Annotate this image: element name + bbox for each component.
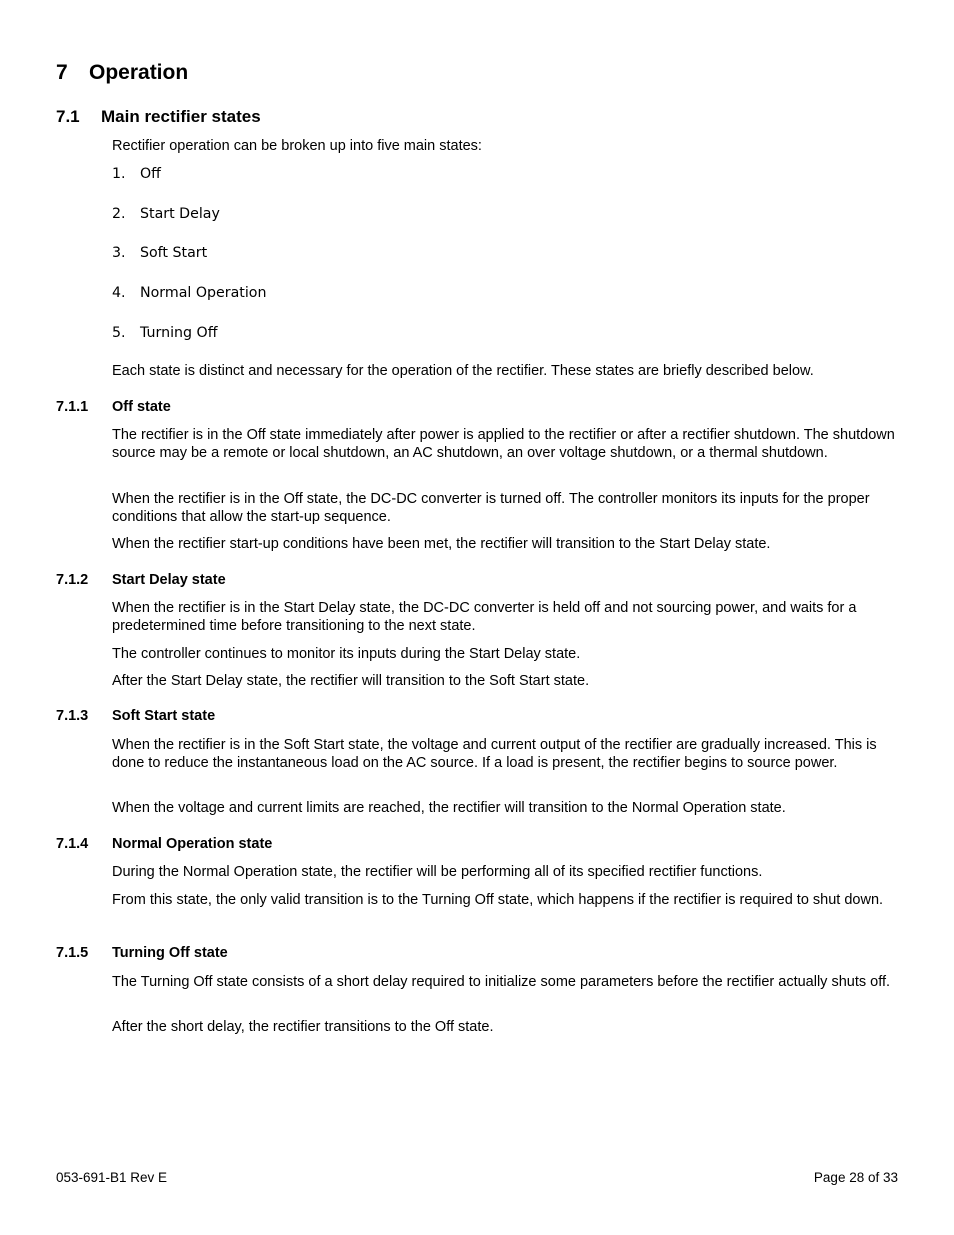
summary-paragraph: Each state is distinct and necessary for the operation of the rectifier. These states are briefly described below. [112,363,814,379]
chapter-title: Operation [89,61,189,84]
list-item [112,325,217,341]
list-item-number: 4. [112,285,126,301]
subsection-heading [56,399,171,415]
paragraph: The Turning Off state consists of a short delay required to initialize some parameters before the rectifier actually shuts off. [112,974,891,990]
subsection-heading [56,836,272,852]
intro-paragraph: Rectifier operation can be broken up into five main states: [112,138,482,154]
list-item [112,245,207,261]
subsection-title: Soft Start state [112,708,216,724]
paragraph: From this state, the only valid transition is to the Turning Off state, which happens if the rectifier is required to shut down. [112,892,884,908]
subsection-heading [56,945,228,961]
section-title: Main rectifier states [101,107,261,126]
paragraph: When the rectifier start-up conditions have been met, the rectifier will transition to the Start Delay state. [112,536,771,552]
chapter-heading [56,61,188,85]
paragraph: After the short delay, the rectifier transitions to the Off state. [112,1019,494,1035]
list-item-label: Soft Start [140,245,208,261]
list-item [112,206,220,222]
subsection-number: 7.1.1 [56,399,89,415]
subsection-title: Start Delay state [112,572,226,588]
subsection-heading [56,708,215,724]
paragraph: The controller continues to monitor its inputs during the Start Delay state. [112,646,581,662]
footer-page-number: Page 28 of 33 [813,1170,898,1185]
subsection-title: Turning Off state [112,945,228,961]
subsection-heading [56,572,226,588]
subsection-title: Normal Operation state [112,836,273,852]
paragraph: The rectifier is in the Off state immediately after power is applied to the rectifier or after a rectifier shutdown. The shutdown source may be a remote or local shutdown, an AC shutdown, an over voltage shutdown, or a thermal shutdown. [112,427,895,461]
paragraph: When the rectifier is in the Soft Start state, the voltage and current output of the rectifier are gradually increased. This is done to reduce the instantaneous load on the AC source. If a load is present, the rectifier begins to source power. [112,737,877,771]
paragraph: When the rectifier is in the Off state, the DC-DC converter is turned off. The controller monitors its inputs for the proper conditions that allow the start-up sequence. [112,491,870,525]
paragraph: After the Start Delay state, the rectifier will transition to the Soft Start state. [112,673,590,689]
list-item-number: 1. [112,166,126,182]
list-item-number: 5. [112,325,126,341]
list-item-number: 3. [112,245,126,261]
list-item-label: Off [140,166,161,182]
subsection-number: 7.1.5 [56,945,89,961]
chapter-number: 7 [56,61,68,84]
subsection-title: Off state [112,399,171,415]
paragraph: When the voltage and current limits are reached, the rectifier will transition to the Normal Operation state. [112,800,786,816]
section-number: 7.1 [56,107,80,126]
list-item-number: 2. [112,206,126,222]
paragraph: When the rectifier is in the Start Delay state, the DC-DC converter is held off and not sourcing power, and waits for a predetermined time before transitioning to the next state. [112,600,857,634]
list-item-label: Normal Operation [140,285,267,301]
list-item [112,166,161,182]
list-item-label: Start Delay [140,206,220,222]
subsection-number: 7.1.3 [56,708,89,724]
footer-doc-id: 053-691-B1 Rev E [56,1170,168,1185]
section-heading [56,107,261,127]
paragraph: During the Normal Operation state, the rectifier will be performing all of its specified rectifier functions. [112,864,763,880]
list-item [112,285,266,301]
list-item-label: Turning Off [140,325,218,341]
subsection-number: 7.1.4 [56,836,89,852]
subsection-number: 7.1.2 [56,572,89,588]
